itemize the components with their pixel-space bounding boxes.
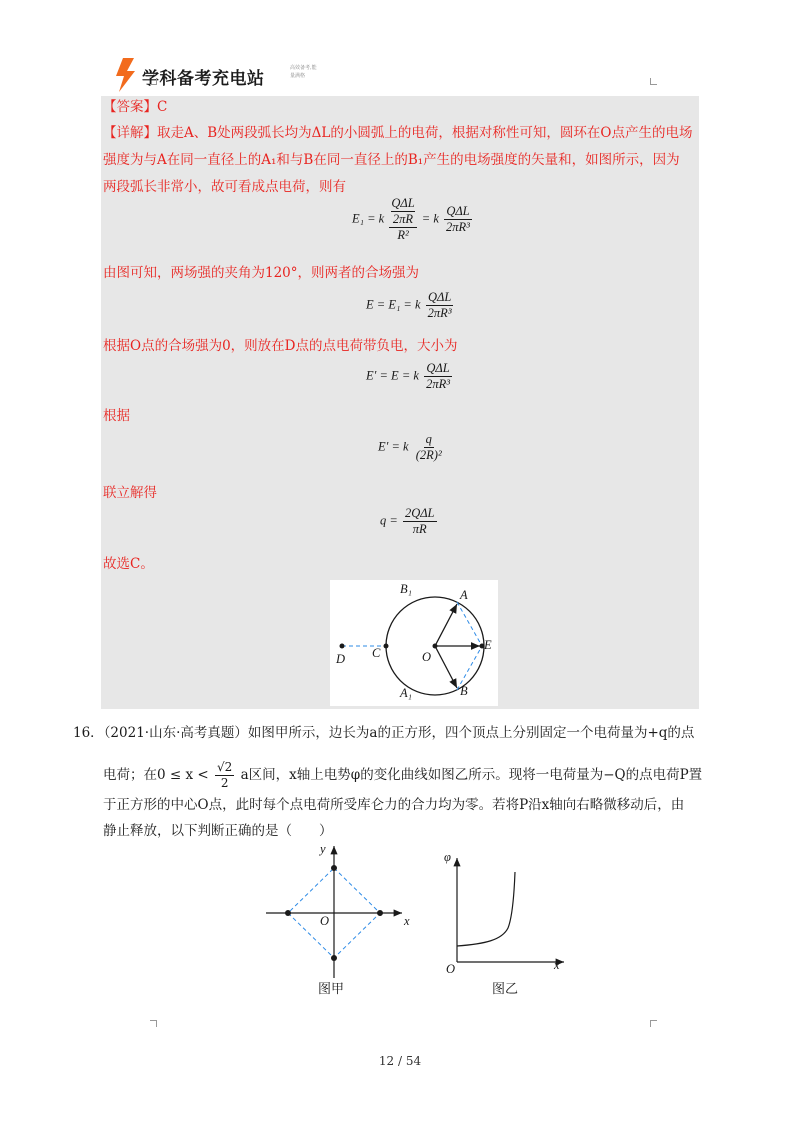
eq3-lhs: E′ = E = k — [366, 368, 419, 383]
eq2-lhs: E = E₁ = k — [366, 297, 421, 312]
eq4-den: (2R)² — [415, 448, 442, 462]
question-line-4: 静止释放，以下判断正确的是（ ） — [103, 823, 333, 839]
eq3-den: 2πR³ — [426, 377, 450, 391]
point-D — [340, 644, 345, 649]
equation-1 — [352, 196, 474, 243]
eq1-inner-num: QΔL — [391, 196, 415, 210]
eq2-fraction — [426, 290, 454, 321]
solve-line: 联立解得 — [103, 485, 157, 501]
caption-yi: 图乙 — [492, 982, 519, 997]
crop-mark — [650, 78, 657, 85]
choose-line: 故选C。 — [103, 556, 154, 572]
eq1-den: R² — [397, 228, 409, 242]
question-number: 16． — [73, 725, 104, 741]
crop-mark — [150, 1020, 157, 1027]
point-O — [433, 644, 438, 649]
detail-line-2: 强度为与A在同一直径上的A₁和与B在同一直径上的B₁产生的电场强度的矢量和，如图所示，因为 — [103, 152, 680, 168]
eq5-lhs: q = — [380, 513, 398, 528]
label-C: C — [372, 646, 381, 660]
phi-axis-label: φ — [444, 850, 451, 864]
eq5-fraction — [403, 506, 437, 537]
equation-2 — [366, 290, 456, 321]
eq3-fraction — [424, 361, 452, 392]
label-B: B — [460, 684, 468, 698]
label-A: A — [460, 588, 468, 602]
eq4-fraction — [414, 432, 444, 463]
detail-label: 【详解】 — [103, 125, 157, 141]
point-C — [384, 644, 389, 649]
page-number: 12 / 54 — [378, 1054, 422, 1068]
label-E: E — [484, 638, 492, 652]
label-D: D — [336, 652, 346, 666]
brand-slogan: 高效备考,能量满格 — [290, 65, 317, 79]
charge-right — [377, 910, 383, 916]
lightning-logo-icon — [114, 58, 136, 92]
vector-A — [435, 604, 457, 646]
question-text-2b: a区间，x轴上电势φ的变化曲线如图乙所示。现将一电荷量为−Q的点电荷P置 — [240, 767, 703, 783]
question-line-2 — [103, 760, 702, 791]
brand-name: 学科备考充电站 — [142, 69, 265, 89]
basis-line: 根据 — [103, 408, 130, 424]
ring-figure — [330, 580, 498, 706]
eq1-rnum: QΔL — [446, 204, 470, 218]
eq5-num: 2QΔL — [404, 506, 435, 520]
equation-4 — [378, 432, 446, 463]
charge-left — [285, 910, 291, 916]
vector-B — [435, 646, 457, 688]
square-figure — [262, 840, 422, 1000]
y-axis-label: y — [320, 842, 326, 856]
detail-line-3: 两段弧长非常小，故可看成点电荷，则有 — [103, 179, 346, 195]
question-line-1 — [73, 724, 694, 742]
eq4-lhs: E′ = k — [378, 439, 409, 454]
eq4-num: q — [425, 432, 432, 446]
graph-origin-label: O — [446, 962, 456, 976]
angle-line: 由图可知，两场强的夹角为120°，则两者的合场强为 — [103, 265, 420, 281]
eq2-den: 2πR³ — [427, 306, 452, 320]
frac-num: √2 — [217, 760, 233, 774]
equation-5 — [380, 506, 439, 537]
potential-curve-diagram — [440, 848, 570, 978]
crop-mark — [150, 78, 157, 85]
question-text-1: 如图甲所示，边长为a的正方形，四个顶点上分别固定一个电荷量为+q的点 — [247, 725, 695, 741]
label-O: O — [422, 650, 432, 664]
eq1-fraction — [444, 204, 472, 235]
equation-3 — [366, 361, 454, 392]
square-diagram — [262, 840, 422, 980]
question-source: （2021·山东·高考真题） — [103, 725, 248, 741]
caption-jia: 图甲 — [318, 982, 345, 997]
eq1-mid: = k — [421, 211, 439, 226]
ring-diagram — [330, 580, 498, 706]
direction-line: 根据O点的合场强为0，则放在D点的点电荷带负电，大小为 — [103, 338, 458, 354]
eq2-num: QΔL — [427, 290, 452, 304]
eq1-compound-fraction — [389, 196, 416, 243]
graph-x-label: x — [554, 958, 560, 972]
sqrt2-over-2 — [215, 760, 234, 791]
label-B1: B₁ — [400, 582, 412, 596]
eq1-rden: 2πR³ — [446, 220, 470, 234]
potential-curve — [457, 872, 515, 946]
crop-mark — [650, 1020, 657, 1027]
charge-top — [331, 865, 337, 871]
detail-text-1: 取走A、B处两段弧长均为ΔL的小圆弧上的电荷，根据对称性可知，圆环在O点产生的电场 — [157, 125, 693, 141]
potential-graph — [440, 848, 570, 998]
question-text-2a: 电荷；在0 ≤ x < — [103, 767, 209, 783]
x-axis-label: x — [404, 914, 410, 928]
eq1-inner-den: 2πR — [392, 212, 414, 226]
label-A1: A₁ — [400, 686, 412, 700]
frac-den: 2 — [220, 776, 229, 790]
eq3-num: QΔL — [426, 361, 450, 375]
question-line-3: 于正方形的中心O点，此时每个点电荷所受库仑力的合力均为零。若将P沿x轴向右略微移动后，由 — [103, 797, 685, 813]
eq1-lhs: E₁ = k — [352, 211, 385, 226]
eq5-den: πR — [412, 522, 427, 536]
charge-bottom — [331, 955, 337, 961]
detail-line-1 — [103, 124, 692, 142]
answer-label: 【答案】C — [103, 99, 168, 115]
origin-label: O — [320, 914, 330, 928]
page-header — [110, 56, 317, 97]
